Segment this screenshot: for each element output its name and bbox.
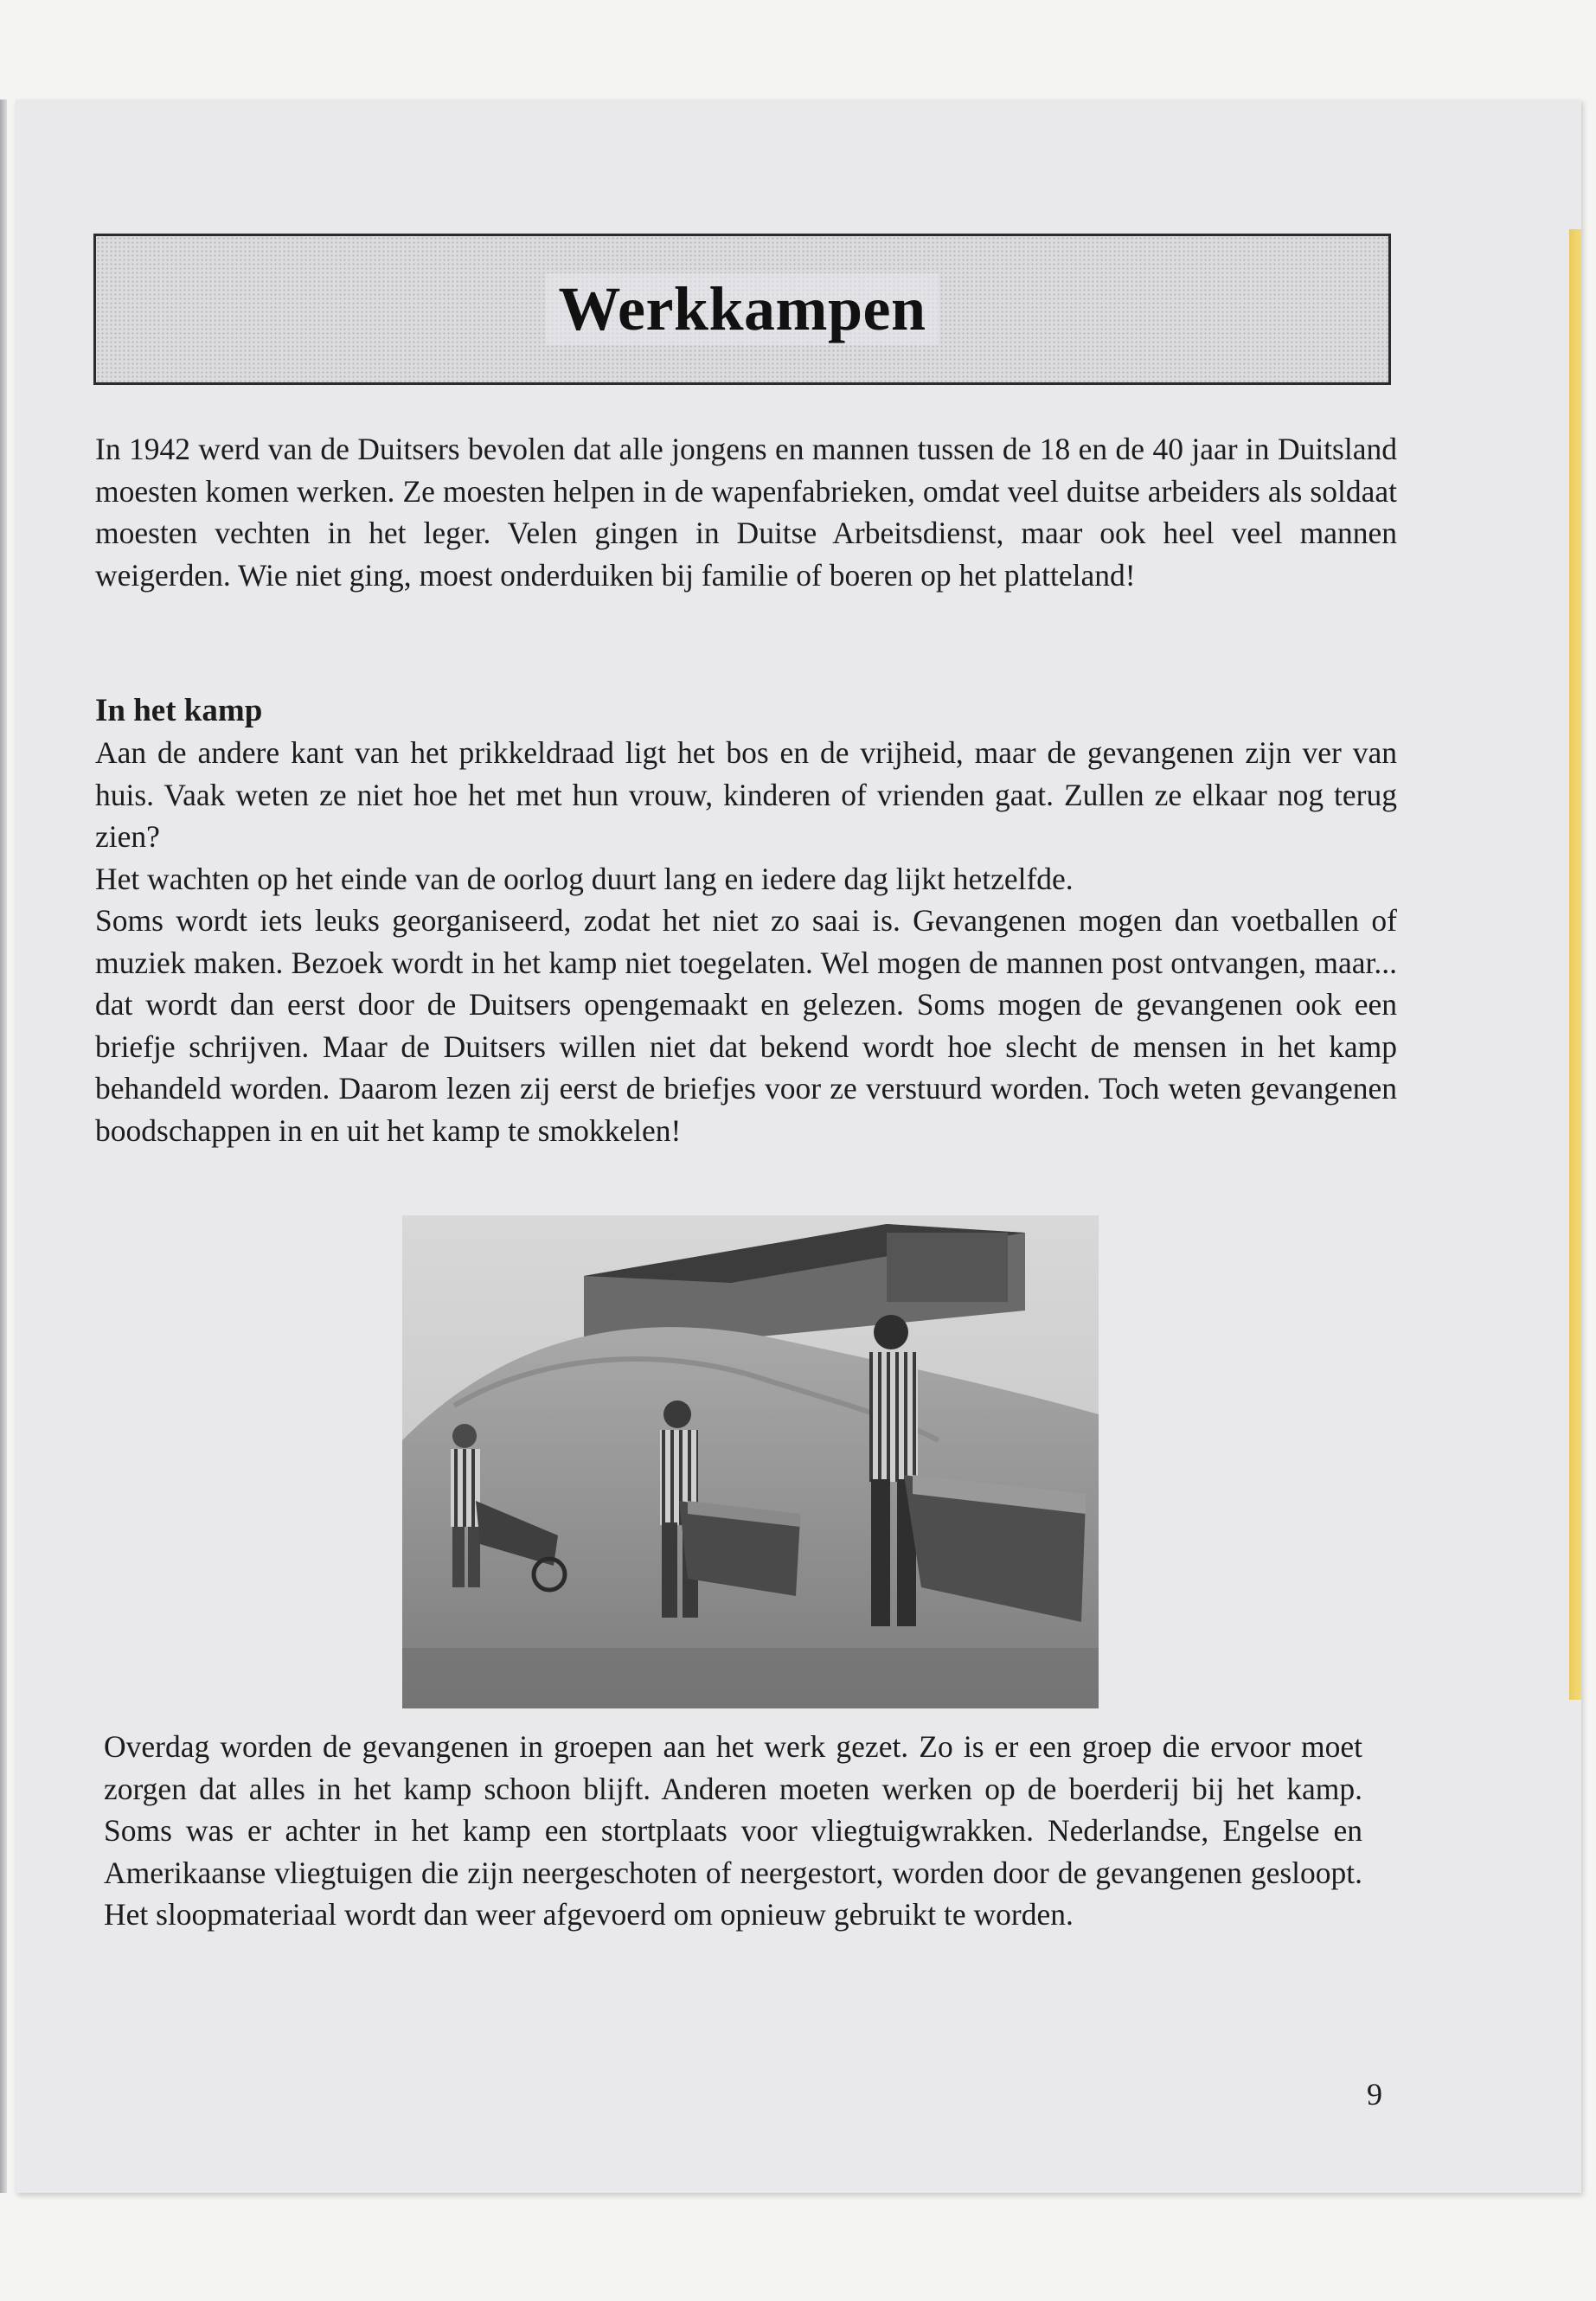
prisoners-wheelbarrow-photo: [402, 1215, 1099, 1708]
closing-paragraph: [104, 1726, 1362, 1936]
page-edge: [1569, 229, 1581, 1700]
section-paragraph-1: Aan de andere kant van het prikkeldraad ligt het bos en de vrijheid, maar de gevangenen zijn ver van huis. Vaak weten ze niet hoe het met hun vrouw, kinderen of vrienden gaat. Zullen ze elkaar nog terug zien?: [95, 735, 1397, 854]
page-title: Werkkampen: [546, 273, 938, 345]
intro-text: In 1942 werd van de Duitsers bevolen dat alle jongens en mannen tussen de 18 en de 40 jaar in Duitsland moesten komen werken. Ze moesten helpen in de wapenfabrieken, omdat veel duitse arbeiders als soldaat moesten vechten in het leger. Velen gingen in Duitse Arbeitsdienst, maar ook heel veel mannen weigerden. Wie niet ging, moest onderduiken bij familie of boeren op het platteland!: [95, 432, 1397, 593]
title-box: [93, 234, 1391, 385]
section-paragraph-3: Soms wordt iets leuks georganiseerd, zodat het niet zo saai is. Gevangenen mogen dan voetballen of muziek maken. Bezoek wordt in het kamp niet toegelaten. Wel mogen de mannen post ontvangen, maar... dat wordt dan eerst door de Duitsers opengemaakt en gelezen. Soms mogen de gevangenen ook een briefje schrijven. Maar de Duitsers willen niet dat bekend wordt hoe slecht de mensen in het kamp behandeld worden. Daarom lezen zij eerst de briefjes voor ze verstuurd worden. Toch weten gevangenen boodschappen in en uit het kamp te smokkelen!: [95, 903, 1397, 1148]
intro-paragraph: [95, 428, 1397, 596]
book-spine: [0, 99, 7, 2193]
page-number: 9: [1367, 2077, 1382, 2112]
section-paragraph-2: Het wachten op het einde van de oorlog duurt lang en iedere dag lijkt hetzelfde.: [95, 861, 1074, 896]
section-heading: In het kamp: [95, 693, 263, 728]
section-body: [95, 732, 1397, 1151]
closing-text: Overdag worden de gevangenen in groepen aan het werk gezet. Zo is er een groep die ervoor moet zorgen dat alles in het kamp schoon blijft. Anderen moeten werken op de boerderij bij het kamp. Soms was er achter in het kamp een stortplaats voor vliegtuigwrakken. Nederlandse, Engelse en Amerikaanse vliegtuigen die zijn neergeschoten of neergestort, worden door de gevangenen gesloopt. Het sloopmateriaal wordt dan weer afgevoerd om opnieuw gebruikt te worden.: [104, 1729, 1362, 1932]
